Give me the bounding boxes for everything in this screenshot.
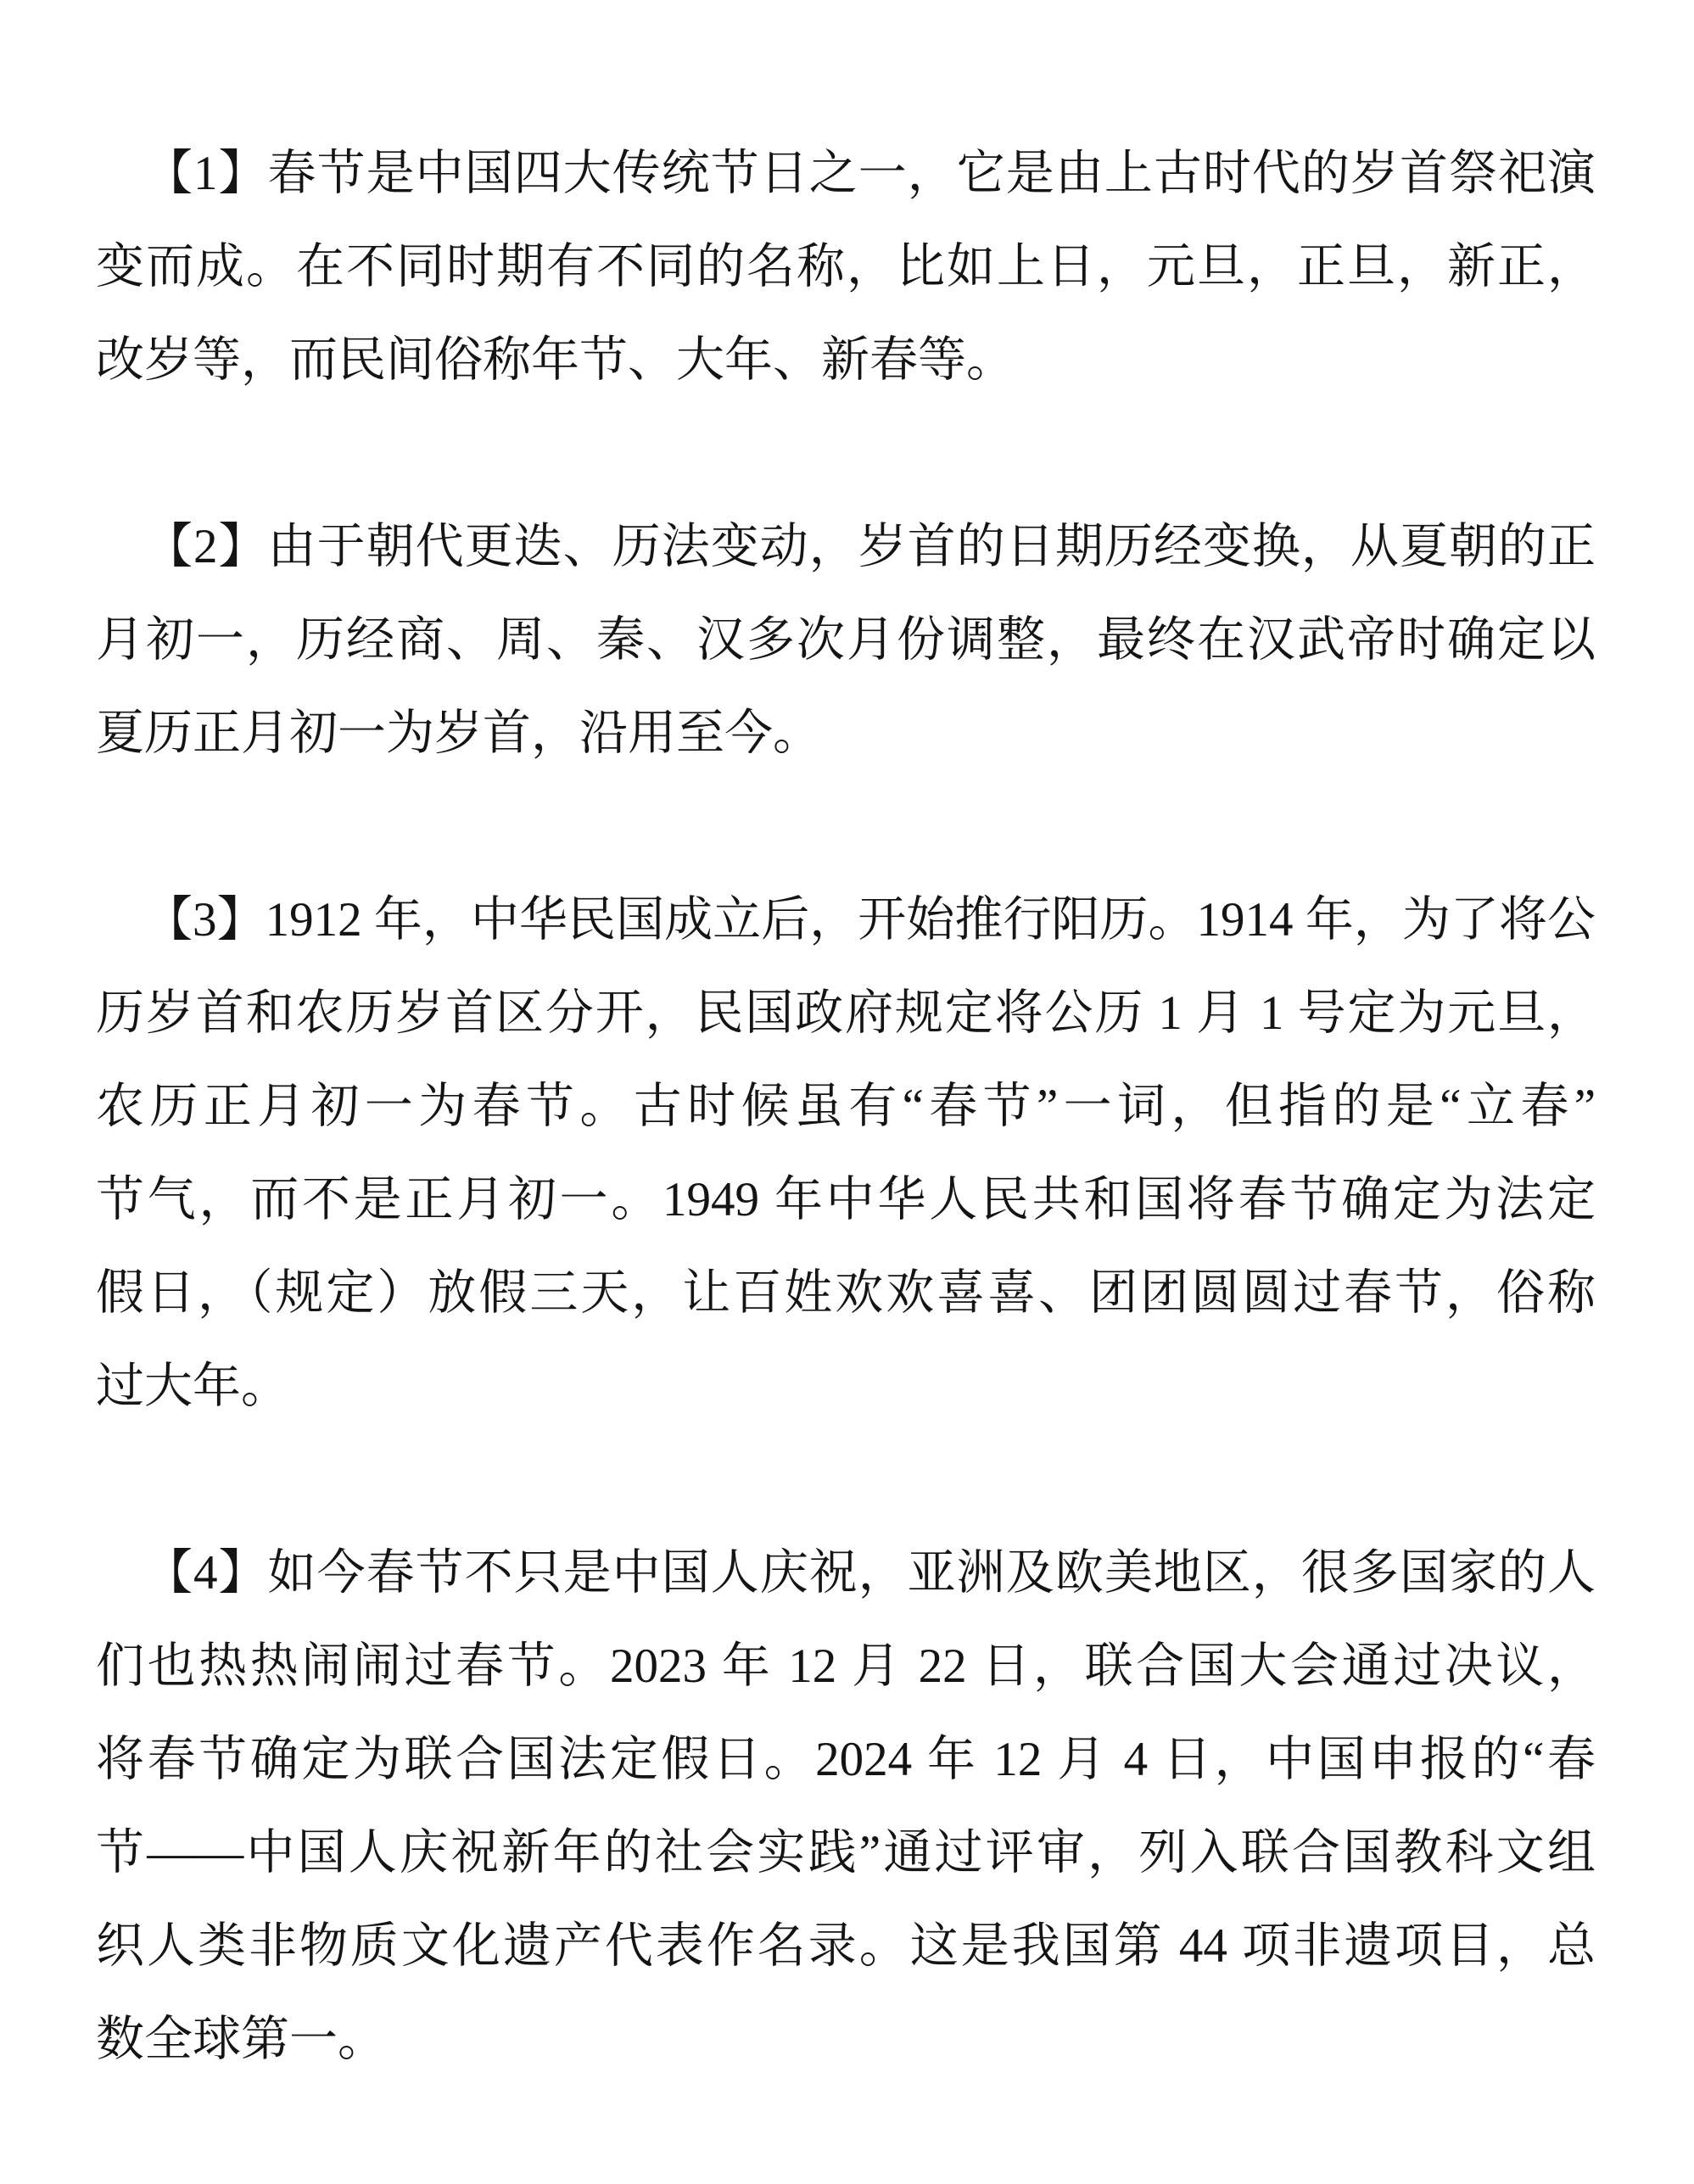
paragraph-1-line-3: 改岁等，而民间俗称年节、大年、新春等。 [96,333,1015,387]
paragraph-2-line-3: 夏历正月初一为岁首，沿用至今。 [96,707,821,760]
paragraph-1-line-2: 变而成。在不同时期有不同的名称，比如上日，元旦，正旦，新正， [96,240,1596,293]
paragraph-1-line-1: 【1】春节是中国四大传统节日之一，它是由上古时代的岁首祭祀演 [144,147,1596,200]
paragraph-3-line-1: 【3】1912 年，中华民国成立后，开始推行阳历。1914 年，为了将公 [144,893,1596,947]
paragraph-4 [96,1527,1596,2086]
paragraph-4-line-2: 们也热热闹闹过春节。2023 年 12 月 22 日，联合国大会通过决议， [96,1639,1596,1693]
paragraph-4-line-6: 数全球第一。 [96,2013,386,2066]
paragraph-3-line-4: 节气，而不是正月初一。1949 年中华人民共和国将春节确定为法定 [96,1173,1596,1226]
paragraph-4-line-3: 将春节确定为联合国法定假日。2024 年 12 月 4 日，中国申报的“春 [96,1733,1596,1786]
paragraph-4-line-1: 【4】如今春节不只是中国人庆祝，亚洲及欧美地区，很多国家的人 [144,1546,1596,1600]
paragraph-3-line-5: 假日，（规定）放假三天，让百姓欢欢喜喜、团团圆圆过春节，俗称 [96,1266,1596,1320]
text-block [96,127,1596,2086]
paragraph-1 [96,127,1596,407]
paragraph-3-line-6: 过大年。 [96,1360,289,1413]
paragraph-3-line-3: 农历正月初一为春节。古时候虽有“春节”一词，但指的是“立春” [96,1080,1596,1133]
paragraph-2 [96,500,1596,780]
paragraph-4-line-4: 节——中国人庆祝新年的社会实践”通过评审，列入联合国教科文组 [96,1826,1596,1880]
paragraph-2-line-1: 【2】由于朝代更迭、历法变动，岁首的日期历经变换，从夏朝的正 [144,520,1596,573]
paragraph-2-line-2: 月初一，历经商、周、秦、汉多次月份调整，最终在汉武帝时确定以 [96,613,1596,667]
paragraph-3 [96,874,1596,1433]
paragraph-4-line-5: 织人类非物质文化遗产代表作名录。这是我国第 44 项非遗项目，总 [96,1919,1596,1973]
paragraph-3-line-2: 历岁首和农历岁首区分开，民国政府规定将公历 1 月 1 号定为元旦， [96,986,1596,1040]
